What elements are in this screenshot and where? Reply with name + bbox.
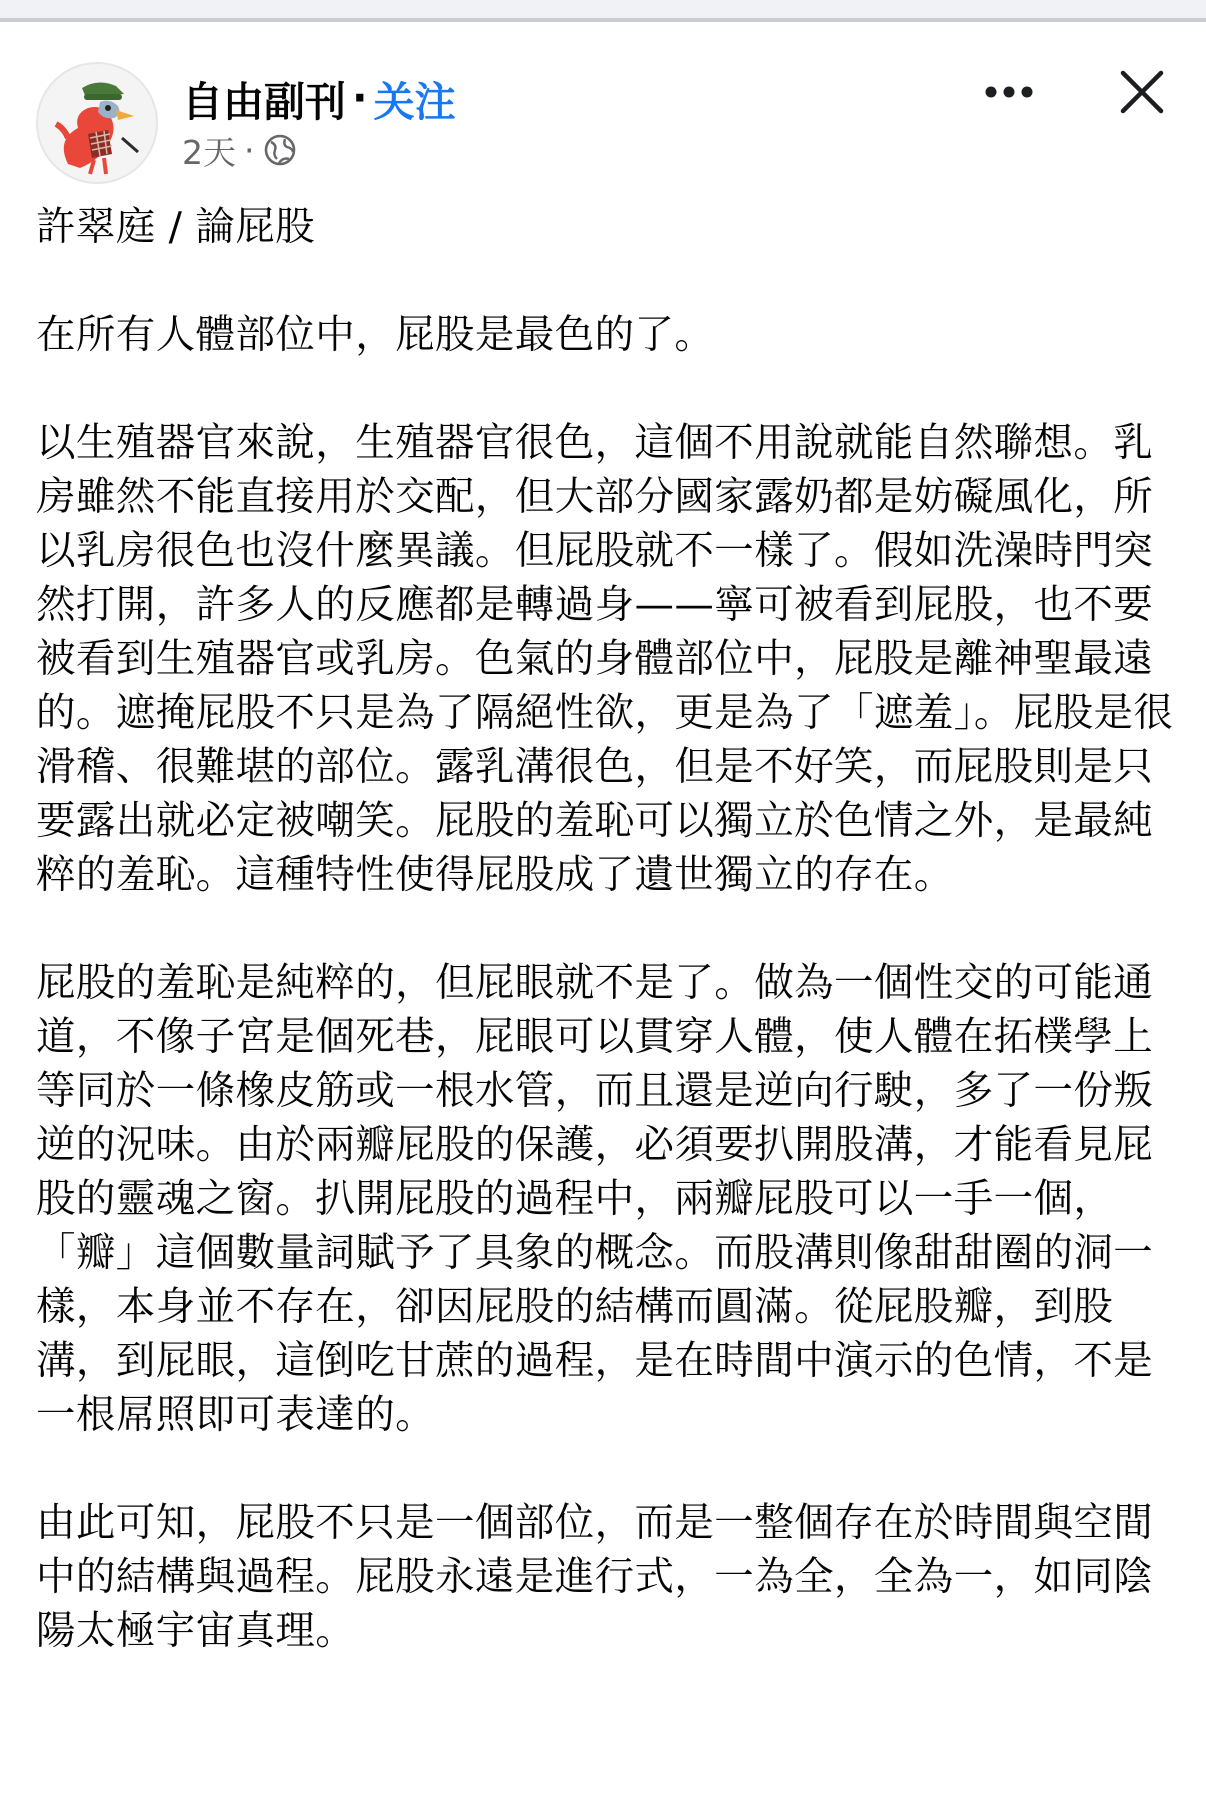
page-name[interactable]: 自由副刊 [182, 77, 346, 126]
post-header-title [182, 68, 456, 128]
globe-icon[interactable] [263, 133, 297, 167]
more-options-button[interactable] [968, 62, 1050, 122]
paragraph-gap [36, 362, 1176, 416]
bird-logo-icon [38, 64, 156, 182]
paragraph-gap [36, 1442, 1176, 1496]
close-button[interactable] [1106, 56, 1178, 128]
post-text [36, 200, 1176, 1658]
post-timestamp[interactable]: 2天 [182, 132, 236, 172]
more-horizontal-icon [984, 85, 1034, 99]
paragraph-gap [36, 254, 1176, 308]
status-divider [0, 0, 1206, 22]
paragraph-gap [36, 902, 1176, 956]
paragraph: 以生殖器官來說，生殖器官很色，這個不用說就能自然聯想。乳房雖然不能直接用於交配，但大部分國家露奶都是妨礙風化，所以乳房很色也沒什麼異議。但屁股就不一樣了。假如洗澡時門突然打開，許多人的反應都是轉過身——寧可被看到屁股，也不要被看到生殖器官或乳房。色氣的身體部位中，屁股是離神聖最遠的。遮掩屁股不只是為了隔絕性欲，更是為了「遮羞」。屁股是很滑稽、很難堪的部位。露乳溝很色，但是不好笑，而屁股則是只要露出就必定被嘲笑。屁股的羞恥可以獨立於色情之外，是最純粹的羞恥。這種特性使得屁股成了遺世獨立的存在。 [36, 420, 1174, 898]
paragraph: 屁股的羞恥是純粹的，但屁眼就不是了。做為一個性交的可能通道，不像子宮是個死巷，屁眼可以貫穿人體，使人體在拓樸學上等同於一條橡皮筋或一根水管，而且還是逆向行駛，多了一份叛逆的況味。由於兩瓣屁股的保護，必須要扒開股溝，才能看見屁股的靈魂之窗。扒開屁股的過程中，兩瓣屁股可以一手一個，「瓣」這個數量詞賦予了具象的概念。而股溝則像甜甜圈的洞一樣，本身並不存在，卻因屁股的結構而圓滿。從屁股瓣，到股溝，到屁眼，這倒吃甘蔗的過程，是在時間中演示的色情，不是一根屌照即可表達的。 [36, 960, 1154, 1438]
post-title: 許翠庭 / 論屁股 [36, 204, 316, 250]
meta-separator: · [244, 130, 255, 170]
post-meta [182, 128, 297, 172]
paragraph: 在所有人體部位中，屁股是最色的了。 [36, 312, 715, 358]
page-avatar[interactable] [36, 62, 158, 184]
close-icon [1119, 69, 1165, 115]
paragraph: 由此可知，屁股不只是一個部位，而是一整個存在於時間與空間中的結構與過程。屁股永遠是進行式，一為全，全為一，如同陰陽太極宇宙真理。 [36, 1500, 1154, 1654]
header-separator: · [352, 74, 368, 122]
follow-button[interactable]: 关注 [373, 77, 456, 126]
